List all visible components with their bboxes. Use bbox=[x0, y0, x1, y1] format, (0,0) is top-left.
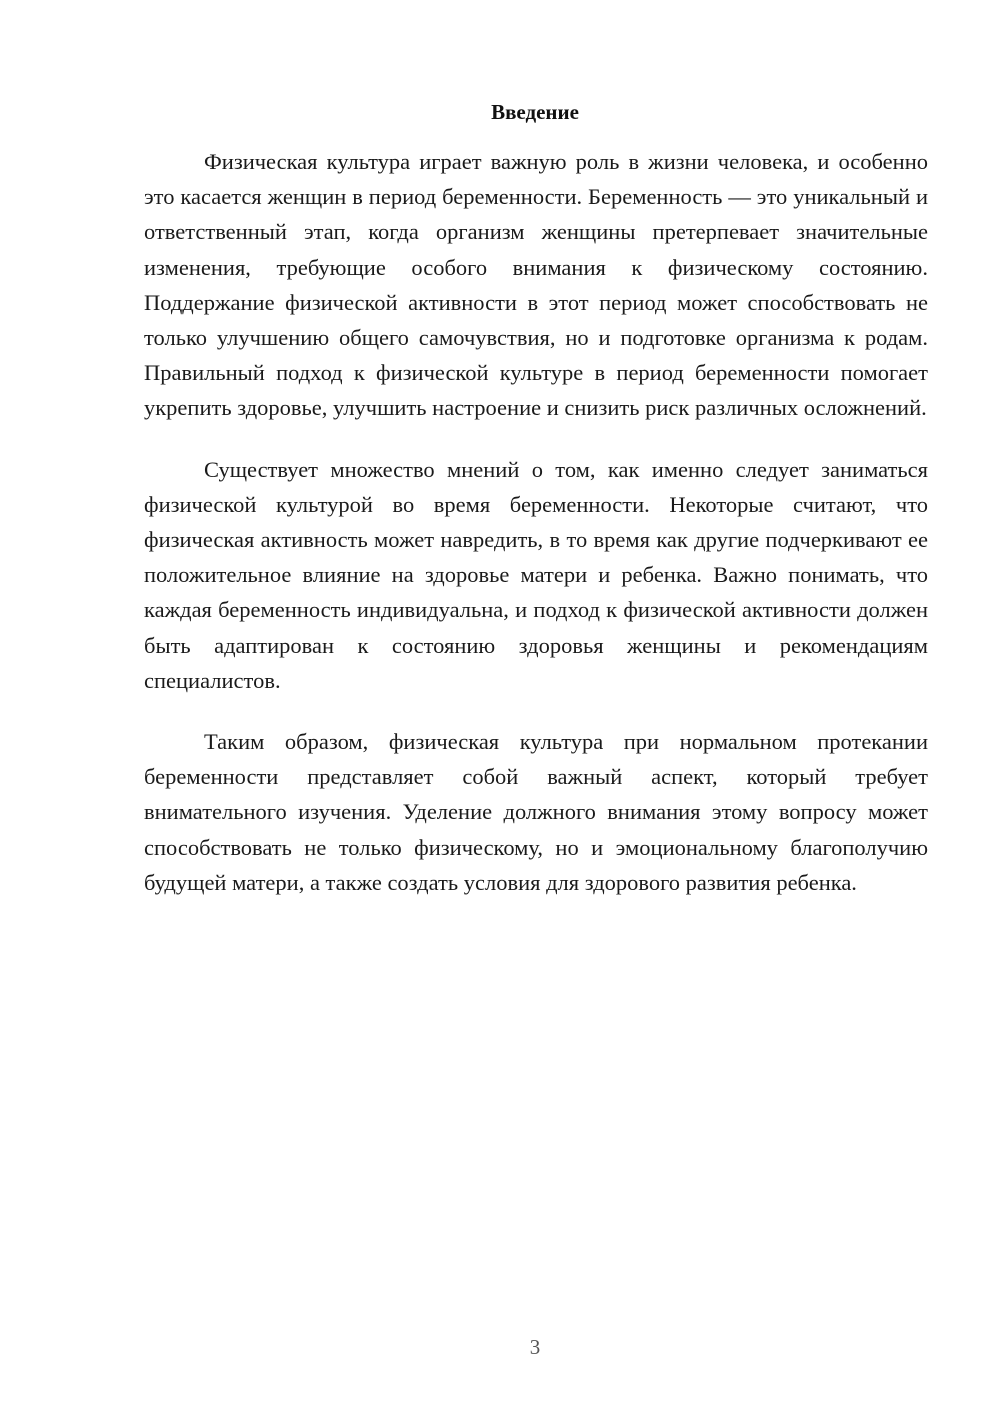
paragraph-3: Таким образом, физическая культура при нормальном протекании беременности представляет собой важный аспект, который требует внимательного изучения. Уделение должного внимания этому вопросу может способствовать не только физическому, но и эмоциональному благополучию будущей матери, а также создать условия для здорового развития ребенка. bbox=[144, 729, 928, 895]
body-text bbox=[144, 144, 928, 900]
page-number: 3 bbox=[529, 1335, 541, 1359]
paragraph-1: Физическая культура играет важную роль в жизни человека, и особенно это касается женщин в период беременности. Беременность — это уникальный и ответственный этап, когда организм женщины претерпевает значительные изменения, требующие особого внимания к физическому состоянию. Поддержание физической активности в этот период может способствовать не только улучшению общего самочувствия, но и подготовке организма к родам. Правильный подход к физической культуре в период беременности помогает укрепить здоровье, улучшить настроение и снизить риск различных осложнений. bbox=[144, 149, 928, 421]
section-heading: Введение bbox=[491, 100, 579, 124]
paragraph-2: Существует множество мнений о том, как именно следует заниматься физической культурой во время беременности. Некоторые считают, что физическая активность может навредить, в то время как другие подчеркивают ее положительное влияние на здоровье матери и ребенка. Важно понимать, что каждая беременность индивидуальна, и подход к физической активности должен быть адаптирован к состоянию здоровья женщины и рекомендациям специалистов. bbox=[144, 456, 928, 693]
